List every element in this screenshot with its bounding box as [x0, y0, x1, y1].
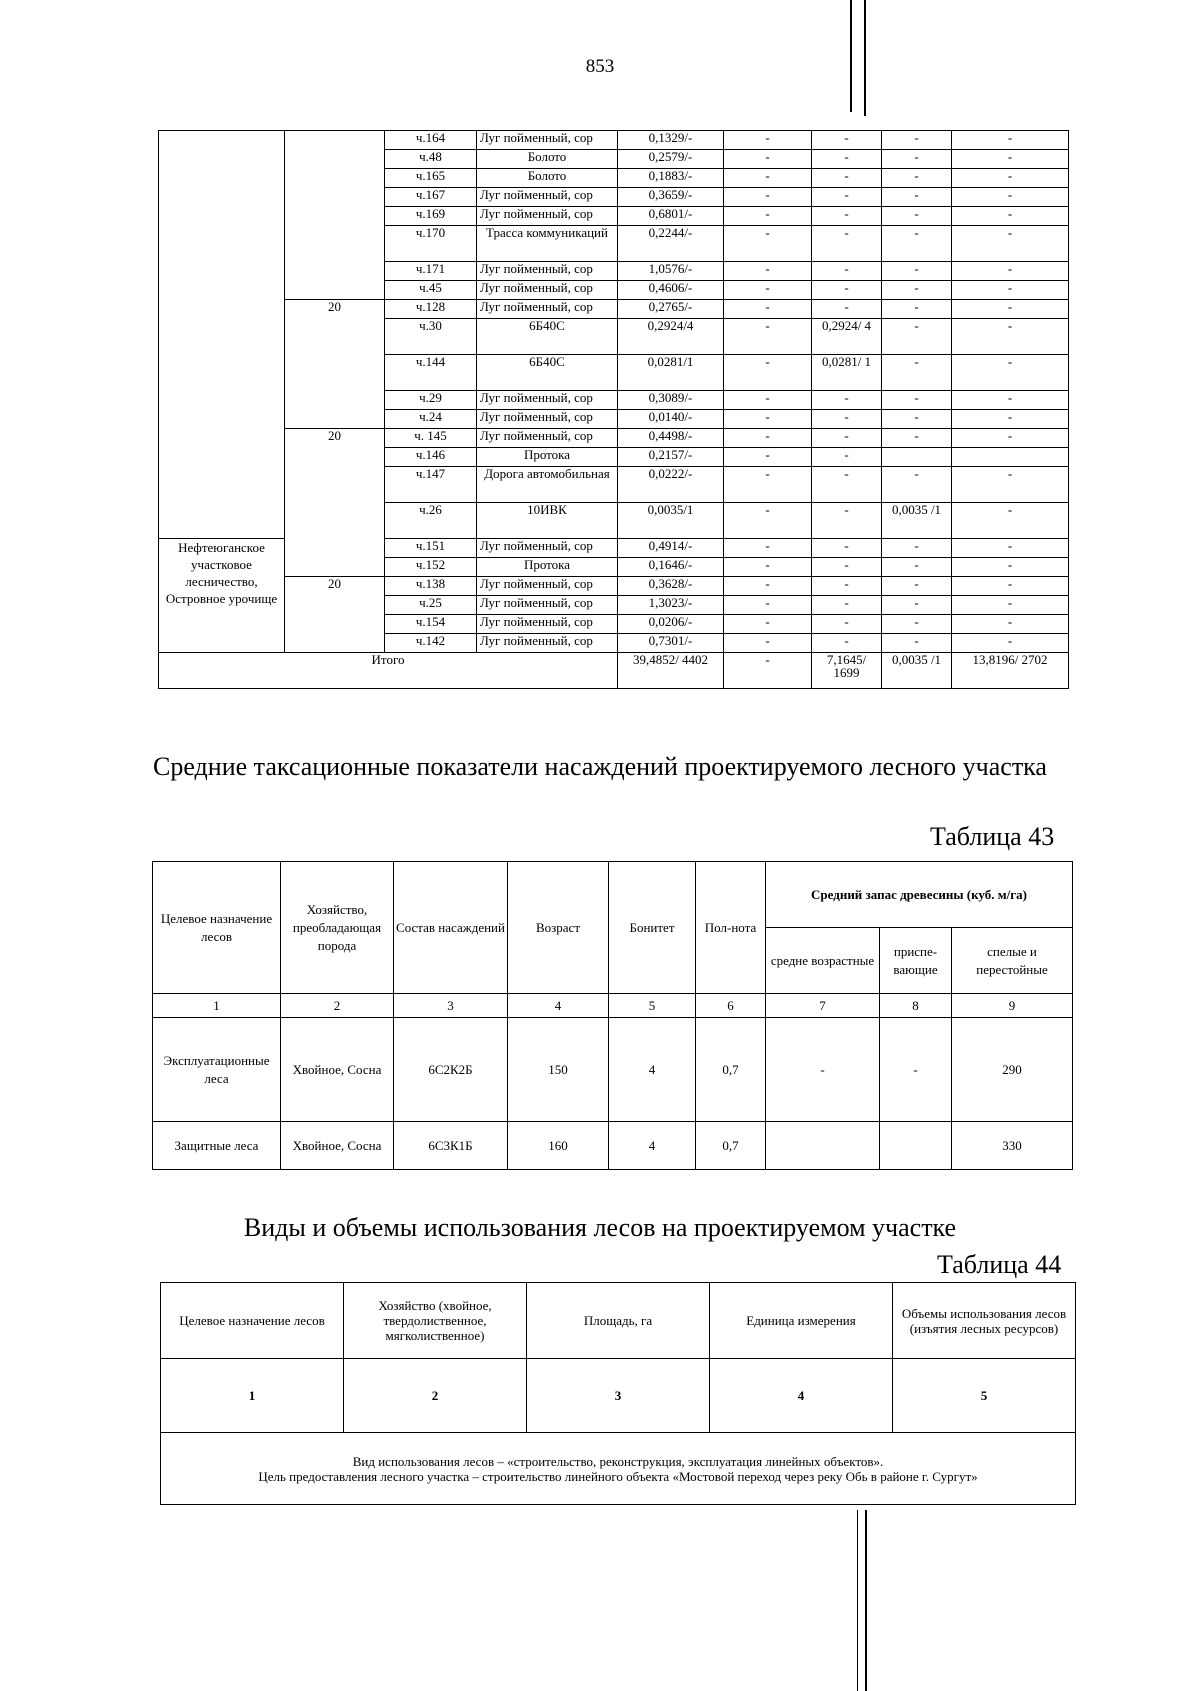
header-purpose: Целевое назначение лесов	[153, 862, 281, 994]
forest-plots-table	[158, 130, 1069, 689]
cell-c6: -	[812, 410, 882, 429]
cell-uch: ч.151	[385, 539, 477, 558]
cell-c8: -	[952, 226, 1069, 262]
cell-uch: ч.30	[385, 319, 477, 355]
cell-area: 0,1646/-	[618, 558, 724, 577]
cell-c7: -	[882, 131, 952, 150]
cell-uch: ч.164	[385, 131, 477, 150]
cell-c8: -	[952, 281, 1069, 300]
table-row	[153, 1018, 1073, 1122]
cell: 330	[952, 1122, 1073, 1170]
header-mature: спелые и перестойные	[952, 928, 1073, 994]
cell-area: 0,2765/-	[618, 300, 724, 319]
cell-uch: ч.138	[385, 577, 477, 596]
cell-c7: -	[882, 539, 952, 558]
cell-uch: ч.128	[385, 300, 477, 319]
cell-c5: -	[724, 467, 812, 503]
cell-uch: ч.169	[385, 207, 477, 226]
table-row	[153, 1122, 1073, 1170]
cell-uch: ч.26	[385, 503, 477, 539]
cell-area: 0,1883/-	[618, 169, 724, 188]
cell-area: 0,2157/-	[618, 448, 724, 467]
cell-c6: -	[812, 262, 882, 281]
cell-c6: -	[812, 539, 882, 558]
cell-c6: -	[812, 207, 882, 226]
cell-uch: ч.170	[385, 226, 477, 262]
cell	[880, 1122, 952, 1170]
column-number: 6	[696, 994, 766, 1018]
cell: 4	[609, 1018, 696, 1122]
cell-c5: -	[724, 207, 812, 226]
cell-c6: -	[812, 467, 882, 503]
cell-name: Болото	[477, 150, 618, 169]
cell-c5: -	[724, 577, 812, 596]
cell: 160	[508, 1122, 609, 1170]
cell-c7: -	[882, 226, 952, 262]
cell-uch: ч.165	[385, 169, 477, 188]
cell-c5: -	[724, 169, 812, 188]
cell-c6: -	[812, 391, 882, 410]
cell-c7	[882, 448, 952, 467]
total-c6: 7,1645/ 1699	[812, 653, 882, 689]
cell-area: 0,0281/1	[618, 355, 724, 391]
cell: 0,7	[696, 1122, 766, 1170]
cell-area: 1,0576/-	[618, 262, 724, 281]
cell-c5: -	[724, 615, 812, 634]
table44-heading: Виды и объемы использования лесов на проектируемом участке	[243, 1213, 957, 1242]
cell-c6: 0,0281/ 1	[812, 355, 882, 391]
cell-c8: -	[952, 319, 1069, 355]
cell-c8: -	[952, 503, 1069, 539]
cell-name: Луг пойменный, сор	[477, 596, 618, 615]
cell-c8: -	[952, 467, 1069, 503]
cell: 0,7	[696, 1018, 766, 1122]
cell-area: 0,1329/-	[618, 131, 724, 150]
cell-c5: -	[724, 558, 812, 577]
column-number: 9	[952, 994, 1073, 1018]
cell-c7: -	[882, 169, 952, 188]
cell-c8: -	[952, 634, 1069, 653]
cell-area: 0,0222/-	[618, 467, 724, 503]
cell-name: Луг пойменный, сор	[477, 300, 618, 319]
cell-c7: -	[882, 558, 952, 577]
cell-c5: -	[724, 391, 812, 410]
cell-c8: -	[952, 558, 1069, 577]
forestry-name-cell: Нефтеюганское участковое лесничество, Островное урочище	[159, 539, 285, 653]
cell: -	[766, 1018, 880, 1122]
cell-c8: -	[952, 131, 1069, 150]
cell-c6: -	[812, 577, 882, 596]
cell-c5: -	[724, 188, 812, 207]
cell: Хвойное, Сосна	[281, 1122, 394, 1170]
cell-name: Луг пойменный, сор	[477, 281, 618, 300]
cell-name: Луг пойменный, сор	[477, 207, 618, 226]
column-number: 3	[527, 1359, 710, 1433]
column-number: 4	[710, 1359, 893, 1433]
cell: 290	[952, 1018, 1073, 1122]
cell-c5: -	[724, 281, 812, 300]
header-farm: Хозяйство, преобладающая порода	[281, 862, 394, 994]
cell-c5: -	[724, 300, 812, 319]
cell: 6С2К2Б	[394, 1018, 508, 1122]
cell-name: Луг пойменный, сор	[477, 577, 618, 596]
cell-c5: -	[724, 539, 812, 558]
cell: 150	[508, 1018, 609, 1122]
cell-c8	[952, 448, 1069, 467]
total-row	[159, 653, 1069, 689]
cell-c6: -	[812, 558, 882, 577]
table44-label: Таблица 44	[937, 1250, 1062, 1279]
column-number: 3	[394, 994, 508, 1018]
total-area: 39,4852/ 4402	[618, 653, 724, 689]
cell-name: Болото	[477, 169, 618, 188]
kvartal-cell: 20	[285, 577, 385, 653]
column-number: 1	[161, 1359, 344, 1433]
cell-area: 0,0140/-	[618, 410, 724, 429]
cell-c6: -	[812, 281, 882, 300]
cell-name: Луг пойменный, сор	[477, 410, 618, 429]
scan-line	[865, 1510, 867, 1691]
cell: Хвойное, Сосна	[281, 1018, 394, 1122]
cell-c5: -	[724, 503, 812, 539]
cell-c6: -	[812, 300, 882, 319]
cell-area: 1,3023/-	[618, 596, 724, 615]
scan-line	[850, 0, 852, 112]
cell-c6: -	[812, 634, 882, 653]
cell-c6: -	[812, 131, 882, 150]
cell-name: 6Б40С	[477, 319, 618, 355]
total-c8: 13,8196/ 2702	[952, 653, 1069, 689]
cell-uch: ч.154	[385, 615, 477, 634]
cell-name: Луг пойменный, сор	[477, 188, 618, 207]
cell-area: 0,4914/-	[618, 539, 724, 558]
cell-c8: -	[952, 596, 1069, 615]
cell-c8: -	[952, 300, 1069, 319]
cell-name: 6Б40С	[477, 355, 618, 391]
header-volumes: Объемы использования лесов (изъятия лесных ресурсов)	[893, 1283, 1076, 1359]
cell	[766, 1122, 880, 1170]
cell-c7: -	[882, 410, 952, 429]
cell-name: Луг пойменный, сор	[477, 391, 618, 410]
header-age: Возраст	[508, 862, 609, 994]
header-unit: Единица измерения	[710, 1283, 893, 1359]
header-density: Пол-нота	[696, 862, 766, 994]
cell-c8: -	[952, 539, 1069, 558]
table-row	[159, 577, 1069, 596]
column-number: 5	[609, 994, 696, 1018]
cell-c5: -	[724, 131, 812, 150]
total-label: Итого	[159, 653, 618, 689]
cell-c5: -	[724, 355, 812, 391]
cell-c7: -	[882, 281, 952, 300]
total-c7: 0,0035 /1	[882, 653, 952, 689]
cell-area: 0,3628/-	[618, 577, 724, 596]
cell-uch: ч.146	[385, 448, 477, 467]
cell-area: 0,0206/-	[618, 615, 724, 634]
cell-name: Луг пойменный, сор	[477, 262, 618, 281]
cell-uch: ч.29	[385, 391, 477, 410]
cell-c7: -	[882, 319, 952, 355]
header-composition: Состав насаждений	[394, 862, 508, 994]
column-number: 7	[766, 994, 880, 1018]
cell-name: Трасса коммуникаций	[477, 226, 618, 262]
cell-name: Луг пойменный, сор	[477, 539, 618, 558]
header-stock-group: Средний запас древесины (куб. м/га)	[766, 862, 1073, 928]
cell-c5: -	[724, 448, 812, 467]
cell: Защитные леса	[153, 1122, 281, 1170]
cell-area: 0,4498/-	[618, 429, 724, 448]
cell-name: Протока	[477, 448, 618, 467]
cell-c5: -	[724, 429, 812, 448]
cell-c7: -	[882, 634, 952, 653]
usage-note	[161, 1433, 1076, 1505]
cell-c5: -	[724, 150, 812, 169]
cell-c7: -	[882, 391, 952, 410]
cell-c6: -	[812, 169, 882, 188]
cell-c7: -	[882, 150, 952, 169]
table-row	[159, 131, 1069, 150]
cell-c6: -	[812, 448, 882, 467]
cell-uch: ч.147	[385, 467, 477, 503]
cell-area: 0,0035/1	[618, 503, 724, 539]
cell-area: 0,3659/-	[618, 188, 724, 207]
cell-c5: -	[724, 319, 812, 355]
cell-uch: ч. 145	[385, 429, 477, 448]
cell-c6: -	[812, 615, 882, 634]
header-area: Площадь, га	[527, 1283, 710, 1359]
column-number: 1	[153, 994, 281, 1018]
scan-line	[864, 0, 866, 116]
cell-uch: ч.144	[385, 355, 477, 391]
cell-c8: -	[952, 355, 1069, 391]
cell-c8: -	[952, 188, 1069, 207]
kvartal-cell: 20	[285, 300, 385, 429]
cell-c5: -	[724, 634, 812, 653]
cell-c7: -	[882, 429, 952, 448]
column-number: 8	[880, 994, 952, 1018]
cell-c6: -	[812, 596, 882, 615]
cell-area: 0,3089/-	[618, 391, 724, 410]
column-number: 2	[281, 994, 394, 1018]
total-c5: -	[724, 653, 812, 689]
header-middle-age: средне возрастные	[766, 928, 880, 994]
cell-c5: -	[724, 226, 812, 262]
cell-c6: -	[812, 429, 882, 448]
cell-c6: -	[812, 226, 882, 262]
cell-c7: -	[882, 596, 952, 615]
header-farm: Хозяйство (хвойное, твердолиственное, мягколиственное)	[344, 1283, 527, 1359]
table43-heading: Средние таксационные показатели насаждений проектируемого лесного участка	[153, 752, 1047, 781]
cell-area: 0,2579/-	[618, 150, 724, 169]
scan-line	[857, 1510, 858, 1691]
cell-uch: ч.25	[385, 596, 477, 615]
cell	[159, 131, 285, 539]
cell-c8: -	[952, 429, 1069, 448]
cell-c8: -	[952, 262, 1069, 281]
table-row	[159, 300, 1069, 319]
cell-uch: ч.171	[385, 262, 477, 281]
cell-c8: -	[952, 391, 1069, 410]
cell-uch: ч.142	[385, 634, 477, 653]
cell-c6: 0,2924/ 4	[812, 319, 882, 355]
kvartal-cell: 20	[285, 429, 385, 577]
cell-name: Луг пойменный, сор	[477, 429, 618, 448]
table43-label: Таблица 43	[930, 822, 1055, 851]
cell: Эксплуатационные леса	[153, 1018, 281, 1122]
cell-c8: -	[952, 615, 1069, 634]
cell-c7: -	[882, 467, 952, 503]
cell-c7: -	[882, 577, 952, 596]
cell-c7: -	[882, 262, 952, 281]
column-number: 5	[893, 1359, 1076, 1433]
cell-c7: -	[882, 300, 952, 319]
cell-uch: ч.152	[385, 558, 477, 577]
cell-name: Луг пойменный, сор	[477, 615, 618, 634]
cell-c5: -	[724, 262, 812, 281]
cell-uch: ч.45	[385, 281, 477, 300]
cell-c7: -	[882, 355, 952, 391]
header-purpose: Целевое назначение лесов	[161, 1283, 344, 1359]
cell-c5: -	[724, 410, 812, 429]
cell-area: 0,2924/4	[618, 319, 724, 355]
cell-name: Луг пойменный, сор	[477, 131, 618, 150]
cell-uch: ч.48	[385, 150, 477, 169]
cell: 4	[609, 1122, 696, 1170]
cell-area: 0,2244/-	[618, 226, 724, 262]
cell-area: 0,4606/-	[618, 281, 724, 300]
cell-c8: -	[952, 150, 1069, 169]
cell-c8: -	[952, 577, 1069, 596]
column-number: 4	[508, 994, 609, 1018]
cell-c7: -	[882, 615, 952, 634]
cell-c6: -	[812, 188, 882, 207]
kvartal-cell	[285, 131, 385, 300]
cell-area: 0,7301/-	[618, 634, 724, 653]
cell-c7: 0,0035 /1	[882, 503, 952, 539]
cell-uch: ч.167	[385, 188, 477, 207]
page-number: 853	[585, 56, 615, 77]
cell-c7: -	[882, 188, 952, 207]
cell-name: Протока	[477, 558, 618, 577]
usage-purpose-text: Цель предоставления лесного участка – строительство линейного объекта «Мостовой переход через реку Обь в районе г. Сургут»	[258, 1468, 978, 1484]
forest-use-table	[160, 1282, 1076, 1505]
cell-c7: -	[882, 207, 952, 226]
column-number: 2	[344, 1359, 527, 1433]
cell-c6: -	[812, 150, 882, 169]
cell-name: Дорога автомобильная	[477, 467, 618, 503]
cell-c8: -	[952, 169, 1069, 188]
cell: 6С3К1Б	[394, 1122, 508, 1170]
cell-uch: ч.24	[385, 410, 477, 429]
cell: -	[880, 1018, 952, 1122]
cell-name: Луг пойменный, сор	[477, 634, 618, 653]
header-bonitet: Бонитет	[609, 862, 696, 994]
cell-c8: -	[952, 207, 1069, 226]
cell-area: 0,6801/-	[618, 207, 724, 226]
cell-c8: -	[952, 410, 1069, 429]
taxation-table	[152, 861, 1073, 1170]
cell-name: 10ИВК	[477, 503, 618, 539]
table-row	[159, 429, 1069, 448]
usage-type-text: Вид использования лесов – «строительство, реконструкция, эксплуатация линейных объектов».	[352, 1453, 884, 1469]
cell-c5: -	[724, 596, 812, 615]
header-maturing: приспе-вающие	[880, 928, 952, 994]
cell-c6: -	[812, 503, 882, 539]
